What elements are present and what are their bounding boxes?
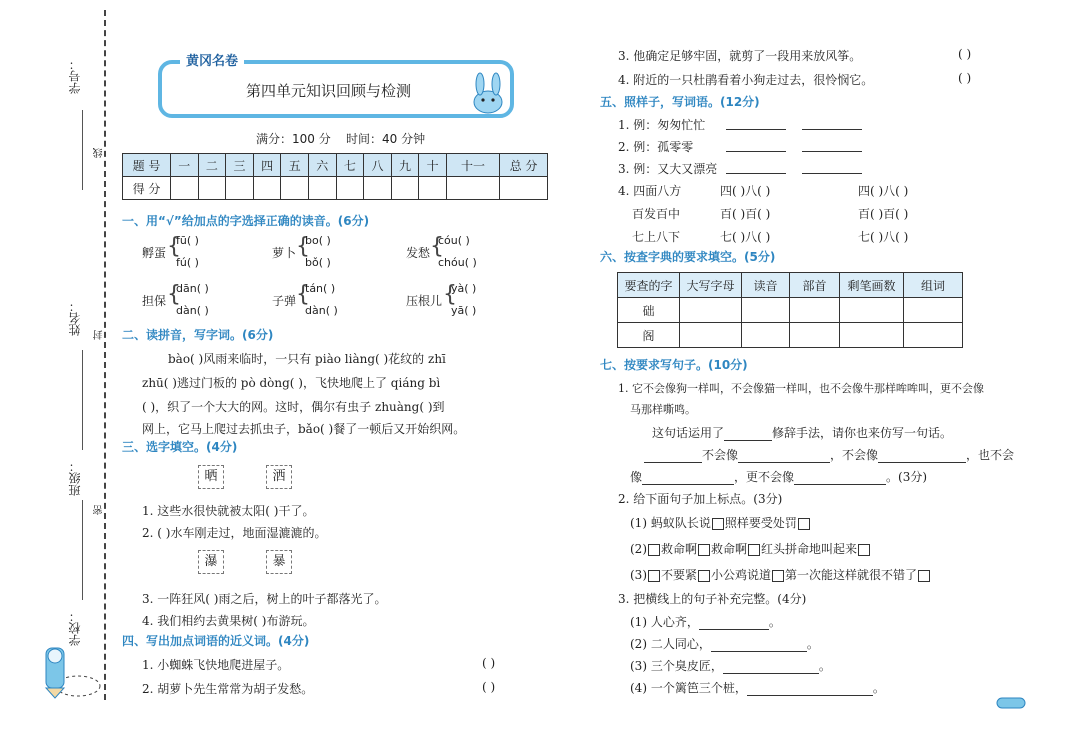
name-blank[interactable] (82, 350, 83, 450)
brace-icon: { (443, 282, 457, 307)
score-table (122, 153, 548, 200)
score-cell[interactable] (500, 177, 548, 200)
score-cell[interactable] (446, 177, 499, 200)
id-blank[interactable] (82, 110, 83, 190)
s1-option[interactable]: chóu( ) (438, 256, 477, 269)
dict-char: 阁 (618, 323, 680, 348)
punct-line-2 (630, 540, 871, 557)
punct-box[interactable] (798, 518, 810, 530)
score-header-cell: 九 (391, 154, 419, 177)
class-label: 班级： (68, 460, 82, 496)
dictionary-table (617, 272, 963, 348)
score-cell[interactable] (171, 177, 199, 200)
dict-header: 要查的字 (618, 273, 680, 298)
page-ornament-icon (996, 696, 1026, 710)
s7-q1-prompt-a: 这句话运用了 (652, 426, 725, 440)
name-label: 姓名： (68, 300, 82, 336)
punct-line-3 (630, 566, 931, 583)
s1-word-luobo: 萝卜 (272, 246, 297, 260)
s4-answer-paren[interactable]: ( ) (958, 47, 972, 61)
s5-blank[interactable] (802, 160, 862, 174)
class-blank[interactable] (82, 500, 83, 600)
s1-option[interactable]: bǒ( ) (305, 256, 331, 269)
s5-blank[interactable] (802, 138, 862, 152)
proverb-period: 。 (872, 681, 885, 695)
dict-cell[interactable] (790, 323, 840, 348)
s4-answer-paren[interactable]: ( ) (482, 656, 496, 670)
punct-box[interactable] (858, 544, 870, 556)
line-word-mi: 密 (94, 505, 105, 515)
score-header-cell: 十一 (446, 154, 499, 177)
s1-option[interactable]: cóu( ) (438, 234, 470, 247)
punct-box[interactable] (648, 544, 660, 556)
proverb-period: 。 (806, 637, 819, 651)
s5-blank[interactable] (802, 116, 862, 130)
dict-header: 大写字母 (680, 273, 742, 298)
section-4-title: 四、写出加点词语的近义词。(4分) (122, 634, 310, 648)
rabbit-mascot-icon (462, 72, 514, 116)
dict-header: 组词 (904, 273, 963, 298)
section-5-title: 五、照样子，写词语。(12分) (600, 95, 760, 109)
section-7-title: 七、按要求写句子。(10分) (600, 358, 748, 372)
s2-line: bào( )风雨来临时，一只有 piào liàng( )花纹的 zhī (168, 352, 446, 366)
imitate-blank[interactable] (794, 473, 886, 485)
dict-cell[interactable] (680, 323, 742, 348)
proverb-blank[interactable] (747, 684, 873, 696)
brace-icon: { (296, 234, 310, 259)
full-score: 满分：100 分 (256, 132, 331, 146)
score-cell[interactable] (281, 177, 309, 200)
punct-box[interactable] (698, 570, 710, 582)
char-option: 暴 (266, 550, 292, 574)
s3-q4: 4. 我们相约去黄果树( )布游玩。 (142, 614, 315, 628)
section-2-title: 二、读拼音，写字词。(6分) (122, 328, 274, 342)
dict-header: 剩笔画数 (840, 273, 904, 298)
s1-option[interactable]: tán( ) (305, 282, 336, 295)
punct-text: (2) (630, 542, 647, 556)
punct-text: 救命啊 (711, 542, 748, 556)
s7-q1-text-cont: 马那样嘶鸣。 (630, 403, 696, 416)
imitate-text: ，不会像 (830, 448, 879, 462)
s2-line: ( )，织了一个大大的网。这时，偶尔有虫子 zhuàng( )到 (142, 400, 445, 414)
punct-line-1 (630, 514, 811, 531)
s5-blank[interactable] (726, 138, 786, 152)
s5-row-6-label: 七上八下 (632, 230, 681, 244)
s7-q1-imitate-line (644, 446, 1014, 463)
dict-cell[interactable] (904, 298, 963, 323)
imitate-text: 不会像 (702, 448, 739, 462)
s1-option[interactable]: yā( ) (451, 304, 477, 317)
binding-dashed-line (104, 10, 106, 700)
s1-option[interactable]: dān( ) (176, 282, 209, 295)
imitate-text: 像 (630, 470, 643, 484)
punct-text: (3) (630, 568, 647, 582)
score-cell[interactable] (336, 177, 364, 200)
id-label: 学号： (68, 58, 82, 94)
imitate-blank[interactable] (738, 451, 830, 463)
char-option: 洒 (266, 465, 292, 489)
char-option: 晒 (198, 465, 224, 489)
proverb-text: (3) 三个臭皮匠， (630, 659, 723, 673)
score-header-cell: 五 (281, 154, 309, 177)
s4-q4: 4. 附近的一只杜鹃看着小狗走过去，很怜悯它。 (618, 73, 874, 87)
char-option: 瀑 (198, 550, 224, 574)
dict-cell[interactable] (742, 323, 790, 348)
punct-text: 照样要受处罚 (724, 516, 797, 530)
s5-example-1: 1. 例：匆匆忙忙 (618, 118, 706, 132)
s3-q2: 2. ( )水车刚走过，地面湿漉漉的。 (142, 526, 327, 540)
s7-q1-prompt-b: 修辞手法，请你也来仿写一句话。 (772, 426, 953, 440)
s5-example-2: 2. 例：孤零零 (618, 140, 694, 154)
s1-option[interactable]: dàn( ) (176, 304, 209, 317)
punct-text: 小公鸡说道 (711, 568, 772, 582)
s5-fill[interactable]: 百( )百( ) (858, 207, 909, 221)
s7-q3: 3. 把横线上的句子补充完整。(4分) (618, 592, 807, 606)
s5-blank[interactable] (726, 116, 786, 130)
proverb-period: 。 (768, 615, 781, 629)
s7-q1-text: 1. 它不会像狗一样叫，不会像猫一样叫，也不会像牛那样哞哞叫，更不会像 (618, 382, 984, 395)
imitate-text: 。(3分) (886, 470, 928, 484)
score-cell[interactable] (226, 177, 254, 200)
score-header-cell: 八 (364, 154, 392, 177)
s2-line: 网上，它马上爬过去抓虫子，bǎo( )餐了一顿后又开始织网。 (142, 422, 466, 436)
score-header-cell: 十 (419, 154, 447, 177)
s2-line: zhū( )逃过门板的 pò dòng( )，飞快地爬上了 qiáng bì (142, 376, 441, 390)
section-1-title: 一、用“√”给加点的字选择正确的读音。(6分) (122, 214, 370, 228)
s5-example-3: 3. 例：又大又漂亮 (618, 162, 718, 176)
proverb-period: 。 (818, 659, 831, 673)
s5-row-5-label: 百发百中 (632, 207, 681, 221)
line-word-feng: 封 (94, 330, 105, 340)
dict-header: 部首 (790, 273, 840, 298)
score-cell[interactable] (308, 177, 336, 200)
brand-logo: 黄冈名卷 (180, 50, 244, 69)
score-header-cell: 总 分 (500, 154, 548, 177)
s5-fill[interactable]: 四( )八( ) (858, 184, 909, 198)
s4-q3: 3. 他确定足够牢固，就剪了一段用来放风筝。 (618, 49, 862, 63)
imitate-blank[interactable] (878, 451, 966, 463)
score-cell[interactable] (391, 177, 419, 200)
imitate-blank[interactable] (642, 473, 734, 485)
score-header-cell: 一 (171, 154, 199, 177)
brace-icon: { (167, 282, 181, 307)
proverb-blank[interactable] (723, 662, 819, 674)
line-word-xian: 线 (94, 148, 105, 158)
s1-option[interactable]: fú( ) (176, 256, 199, 269)
proverb-text: (2) 二人同心， (630, 637, 711, 651)
score-header-cell: 三 (226, 154, 254, 177)
s1-word-fudan: 孵蛋 (142, 246, 167, 260)
punct-box[interactable] (918, 570, 930, 582)
s1-option[interactable]: dàn( ) (305, 304, 338, 317)
proverb-line-1 (630, 613, 781, 630)
s3-q1: 1. 这些水很快就被太阳( )干了。 (142, 504, 315, 518)
s7-q1-imitate-line-2 (630, 468, 927, 485)
score-header-cell: 六 (308, 154, 336, 177)
s4-q1: 1. 小蜘蛛飞快地爬进屋子。 (142, 658, 290, 672)
proverb-blank[interactable] (711, 640, 807, 652)
page-title: 第四单元知识回顾与检测 (246, 82, 412, 100)
s5-fill[interactable]: 七( )八( ) (858, 230, 909, 244)
s7-q1-prompt (652, 424, 952, 441)
exam-time: 时间：40 分钟 (346, 132, 426, 146)
score-header-cell: 二 (198, 154, 226, 177)
rhetoric-blank[interactable] (724, 429, 772, 441)
score-header-cell: 四 (253, 154, 281, 177)
score-cell[interactable] (253, 177, 281, 200)
proverb-line-2 (630, 635, 819, 652)
brace-icon: { (167, 234, 181, 259)
score-cell[interactable] (198, 177, 226, 200)
s1-word-yagener: 压根儿 (406, 294, 443, 308)
punct-box[interactable] (772, 570, 784, 582)
proverb-blank[interactable] (699, 618, 769, 630)
imitate-text: ，也不会 (966, 448, 1015, 462)
score-row-label: 得 分 (123, 177, 171, 200)
s1-option[interactable]: yà( ) (451, 282, 477, 295)
proverb-line-3 (630, 657, 831, 674)
s4-q2: 2. 胡萝卜先生常常为胡子发愁。 (142, 682, 314, 696)
punct-text: (1) 蚂蚁队长说 (630, 516, 711, 530)
punct-text: 第一次能这样就很不错了 (785, 568, 918, 582)
punct-box[interactable] (698, 544, 710, 556)
proverb-line-4 (630, 679, 885, 696)
score-header-cell: 七 (336, 154, 364, 177)
s1-word-danbao: 担保 (142, 294, 167, 308)
score-cell[interactable] (364, 177, 392, 200)
score-cell[interactable] (419, 177, 447, 200)
school-label: 学校： (68, 610, 82, 646)
section-6-title: 六、按查字典的要求填空。(5分) (600, 250, 776, 264)
s4-answer-paren[interactable]: ( ) (958, 71, 972, 85)
s5-blank[interactable] (726, 160, 786, 174)
brace-icon: { (430, 234, 444, 259)
s1-option[interactable]: fū( ) (176, 234, 199, 247)
s1-word-zidan: 子弹 (272, 294, 297, 308)
s5-fill[interactable]: 百( )百( ) (720, 207, 771, 221)
dict-cell[interactable] (790, 298, 840, 323)
s5-fill[interactable]: 七( )八( ) (720, 230, 771, 244)
section-3-title: 三、选字填空。(4分) (122, 440, 238, 454)
dict-cell[interactable] (680, 298, 742, 323)
dict-cell[interactable] (742, 298, 790, 323)
punct-box[interactable] (748, 544, 760, 556)
dict-header: 读音 (742, 273, 790, 298)
proverb-text: (4) 一个篱笆三个桩， (630, 681, 747, 695)
proverb-text: (1) 人心齐， (630, 615, 699, 629)
punct-text: 不要紧 (661, 568, 698, 582)
pencil-mascot-icon (34, 636, 104, 700)
s5-fill[interactable]: 四( )八( ) (720, 184, 771, 198)
s1-word-fachou: 发愁 (406, 246, 431, 260)
dict-char: 础 (618, 298, 680, 323)
brace-icon: { (296, 282, 310, 307)
punct-text: 红头拼命地叫起来 (761, 542, 858, 556)
punct-box[interactable] (648, 570, 660, 582)
s4-answer-paren[interactable]: ( ) (482, 680, 496, 694)
imitate-text: ，更不会像 (734, 470, 795, 484)
score-header-cell: 题 号 (123, 154, 171, 177)
imitate-blank[interactable] (644, 451, 702, 463)
punct-text: 救命啊 (661, 542, 698, 556)
s3-q3: 3. 一阵狂风( )雨之后，树上的叶子都落光了。 (142, 592, 387, 606)
s5-row-4-label: 4. 四面八方 (618, 184, 682, 198)
punct-box[interactable] (712, 518, 724, 530)
dict-cell[interactable] (840, 323, 904, 348)
s7-q2: 2. 给下面句子加上标点。(3分) (618, 492, 783, 506)
dict-cell[interactable] (904, 323, 963, 348)
dict-cell[interactable] (840, 298, 904, 323)
s1-option[interactable]: bo( ) (305, 234, 331, 247)
